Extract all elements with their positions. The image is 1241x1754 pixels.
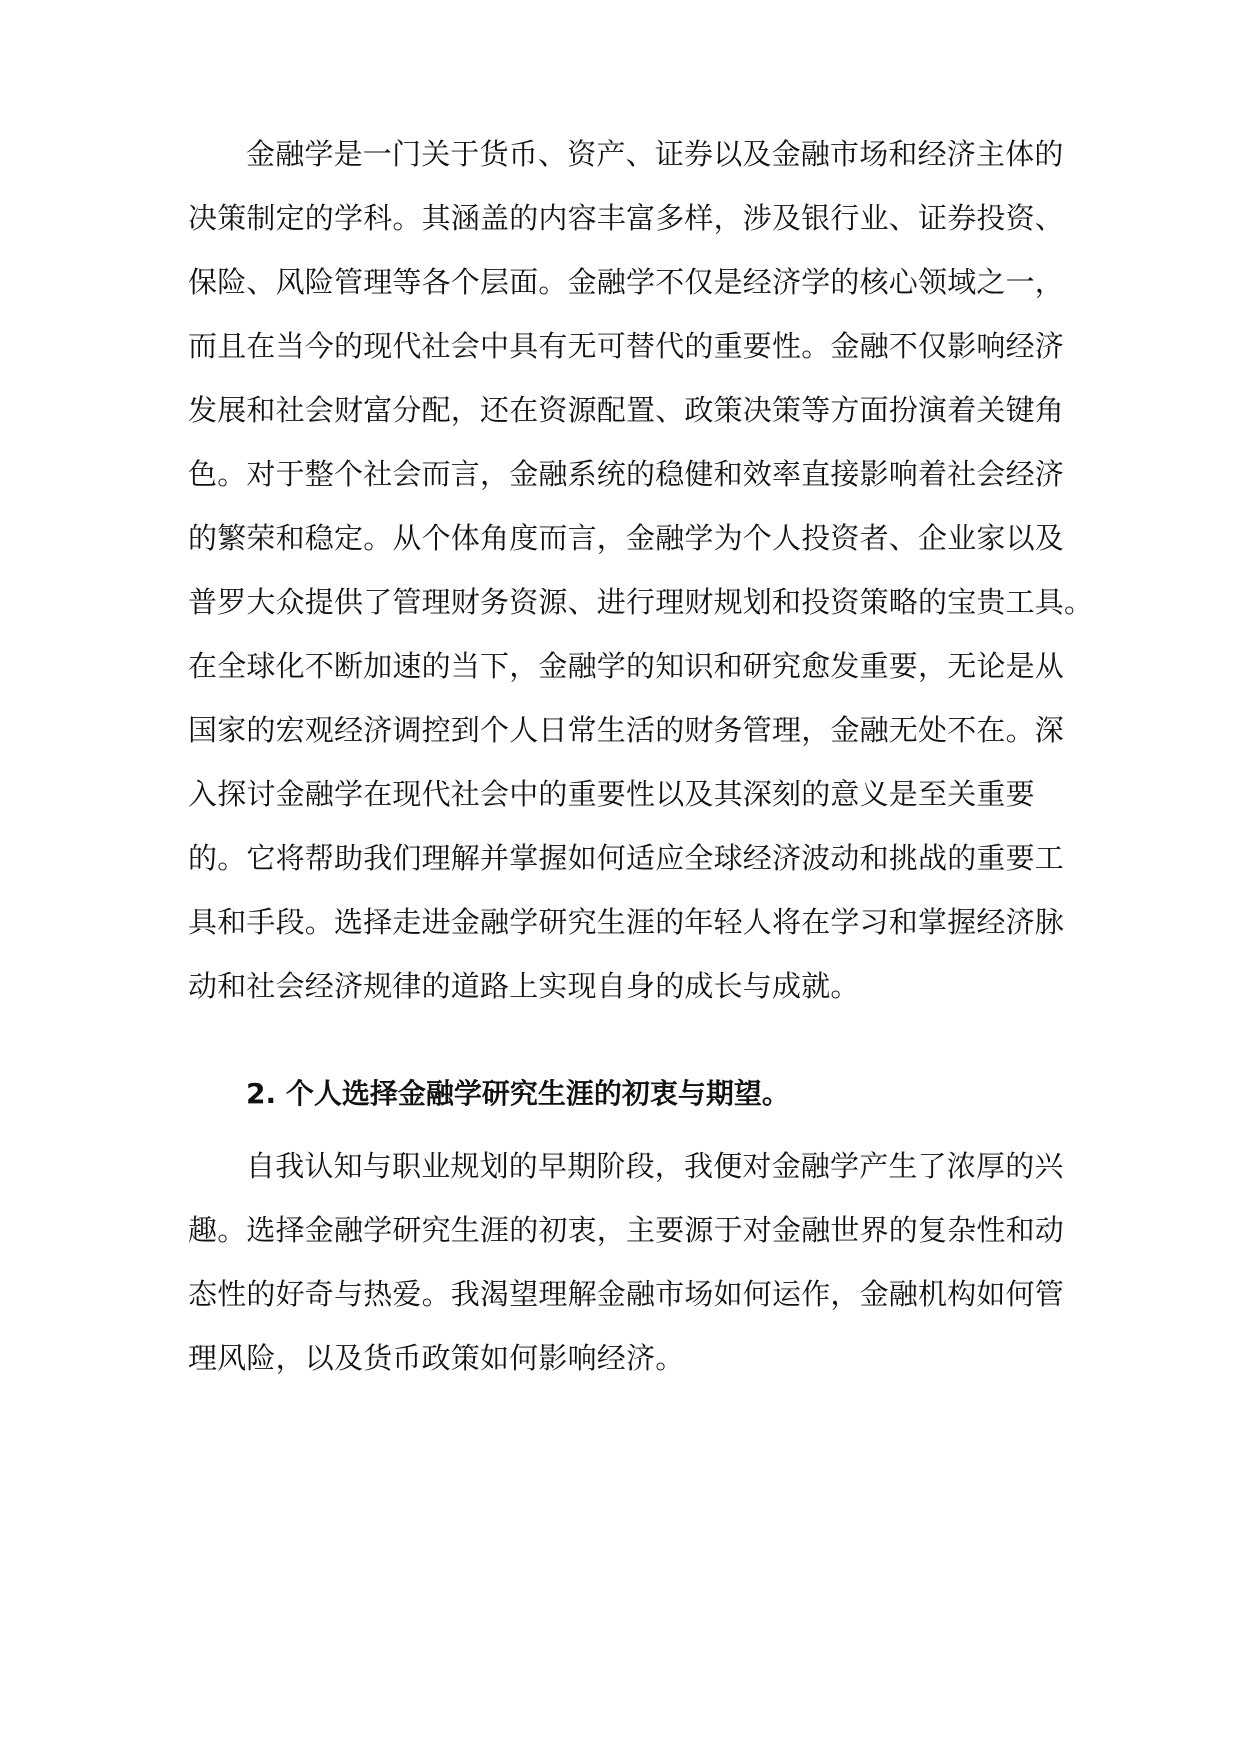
- section-heading: 2. 个人选择金融学研究生涯的初衷与期望。: [246, 1077, 790, 1110]
- paragraph-line: 普罗大众提供了管理财务资源、进行理财规划和投资策略的宝贵工具。: [188, 585, 1094, 619]
- paragraph-line: 发展和社会财富分配，还在资源配置、政策决策等方面扮演着关键角: [188, 393, 1065, 427]
- paragraph-line: 的繁荣和稳定。从个体角度而言，金融学为个人投资者、企业家以及: [188, 521, 1065, 555]
- paragraph-line: 的。它将帮助我们理解并掌握如何适应全球经济波动和挑战的重要工: [188, 841, 1065, 875]
- paragraph-line: 金融学是一门关于货币、资产、证券以及金融市场和经济主体的: [246, 137, 1064, 171]
- paragraph-line: 国家的宏观经济调控到个人日常生活的财务管理，金融无处不在。深: [188, 713, 1065, 747]
- paragraph-line: 决策制定的学科。其涵盖的内容丰富多样，涉及银行业、证券投资、: [188, 201, 1065, 235]
- paragraph-line: 而且在当今的现代社会中具有无可替代的重要性。金融不仅影响经济: [188, 329, 1065, 363]
- paragraph-line: 在全球化不断加速的当下，金融学的知识和研究愈发重要，无论是从: [188, 649, 1065, 683]
- paragraph-line: 自我认知与职业规划的早期阶段，我便对金融学产生了浓厚的兴: [246, 1149, 1064, 1183]
- paragraph-line: 态性的好奇与热爱。我渴望理解金融市场如何运作，金融机构如何管: [188, 1277, 1065, 1311]
- paragraph-line: 保险、风险管理等各个层面。金融学不仅是经济学的核心领域之一，: [188, 265, 1065, 299]
- paragraph-line: 动和社会经济规律的道路上实现自身的成长与成就。: [188, 969, 860, 1003]
- paragraph-line: 色。对于整个社会而言，金融系统的稳健和效率直接影响着社会经济: [188, 457, 1065, 491]
- paragraph-line: 理风险，以及货币政策如何影响经济。: [188, 1341, 685, 1375]
- paragraph-line: 入探讨金融学在现代社会中的重要性以及其深刻的意义是至关重要: [188, 777, 1035, 811]
- paragraph-line: 趣。选择金融学研究生涯的初衷，主要源于对金融世界的复杂性和动: [188, 1213, 1065, 1247]
- paragraph-line: 具和手段。选择走进金融学研究生涯的年轻人将在学习和掌握经济脉: [188, 905, 1065, 939]
